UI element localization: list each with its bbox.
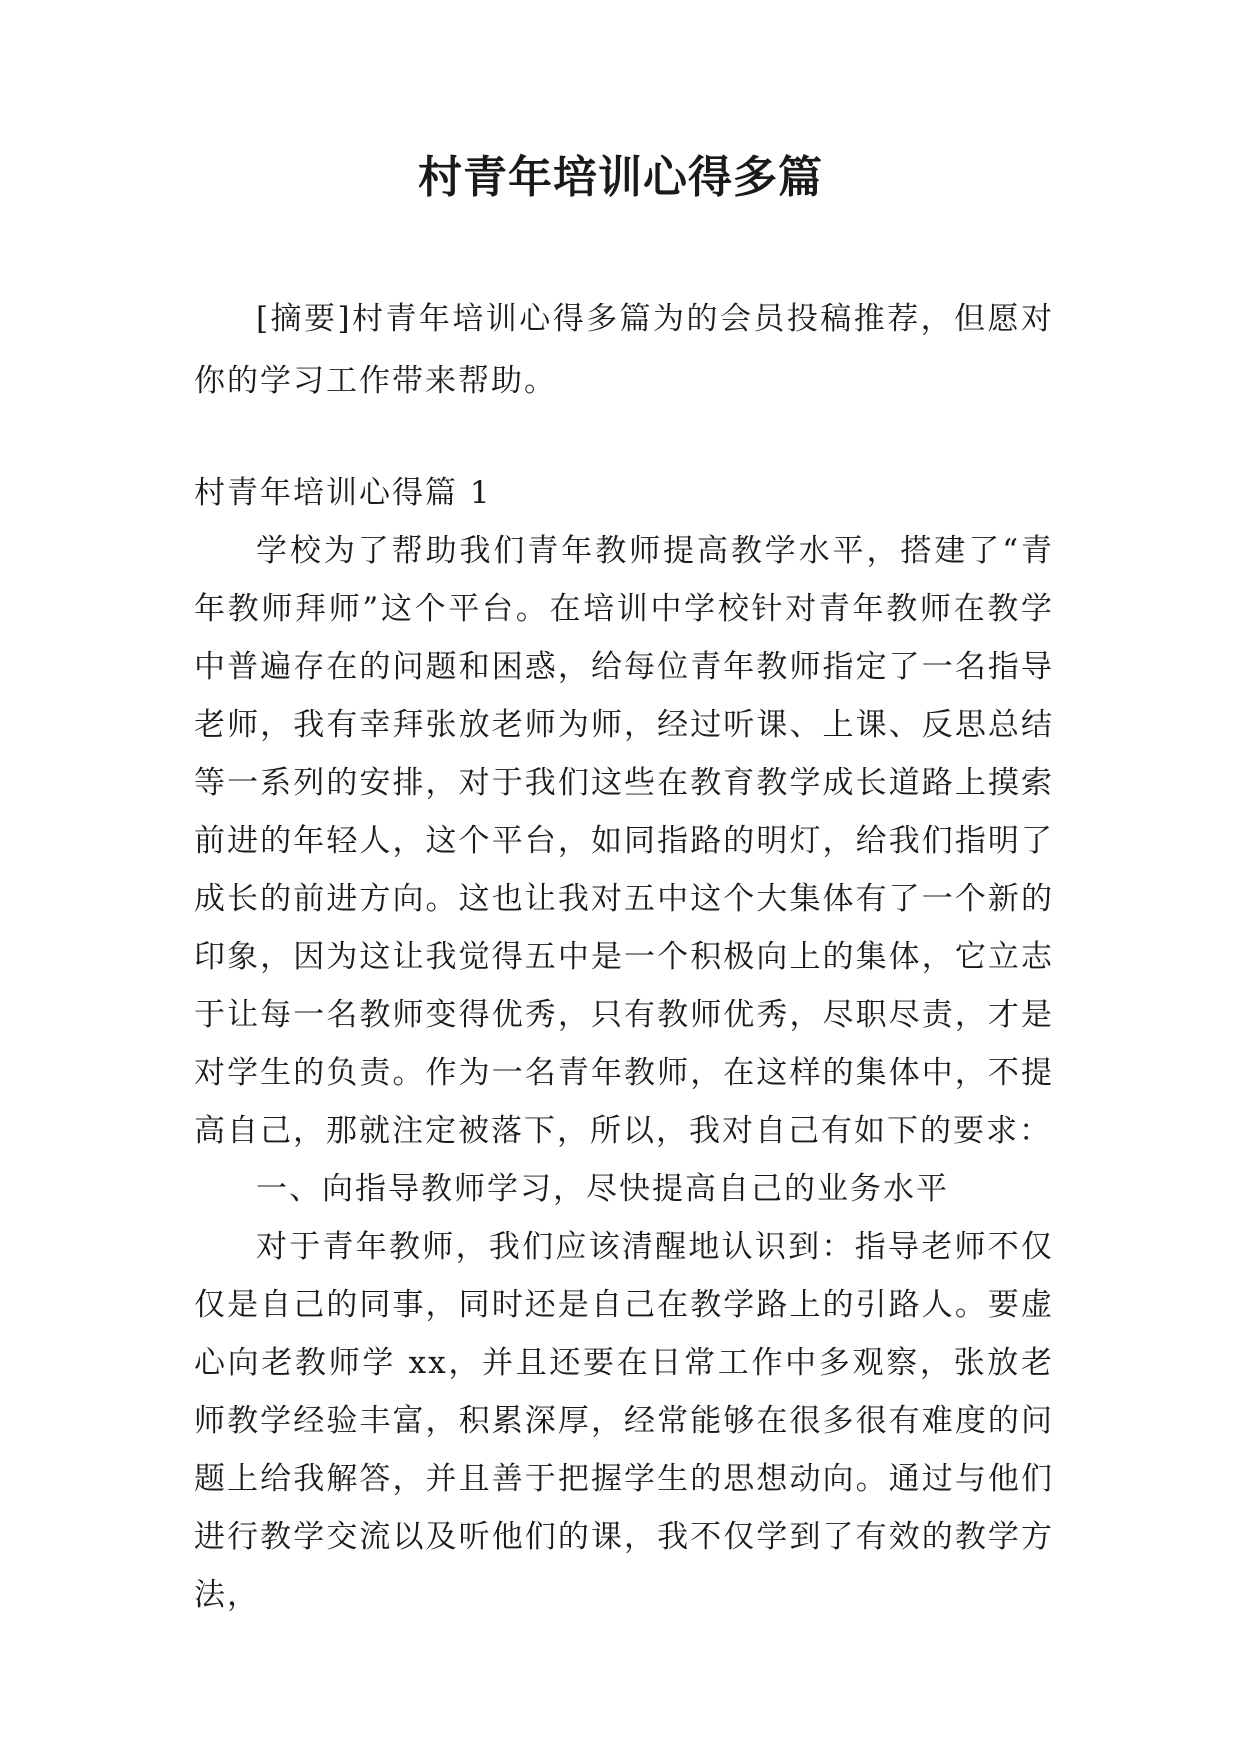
section-heading: 村青年培训心得篇 1 — [194, 475, 492, 511]
body-paragraph-2: 一、向指导教师学习，尽快提高自己的业务水平 — [256, 1171, 949, 1207]
article-body — [194, 464, 1054, 1624]
body-paragraph-1: 学校为了帮助我们青年教师提高教学水平，搭建了“青年教师拜师”这个平台。在培训中学校针对青年教师在教学中普遍存在的问题和困惑，给每位青年教师指定了一名指导老师，我有幸拜张放老师为师，经过听课、上课、反思总结等一系列的安排，对于我们这些在教育教学成长道路上摸索前进的年轻人，这个平台，如同指路的明灯，给我们指明了成长的前进方向。这也让我对五中这个大集体有了一个新的印象，因为这让我觉得五中是一个积极向上的集体，它立志于让每一名教师变得优秀，只有教师优秀，尽职尽责，才是对学生的负责。作为一名青年教师，在这样的集体中，不提高自己，那就注定被落下，所以，我对自己有如下的要求： — [194, 533, 1054, 1149]
body-paragraph-3: 对于青年教师，我们应该清醒地认识到：指导老师不仅仅是自己的同事，同时还是自己在教学路上的引路人。要虚心向老教师学 xx，并且还要在日常工作中多观察，张放老师教学经验丰富，积累深厚，经常能够在很多很有难度的问题上给我解答，并且善于把握学生的思想动向。通过与他们进行教学交流以及听他们的课，我不仅学到了有效的教学方法， — [194, 1229, 1054, 1613]
abstract-block — [194, 288, 1054, 412]
document-title: 村青年培训心得多篇 — [418, 152, 823, 203]
abstract-paragraph: [摘要]村青年培训心得多篇为的会员投稿推荐，但愿对你的学习工作带来帮助。 — [194, 301, 1054, 399]
